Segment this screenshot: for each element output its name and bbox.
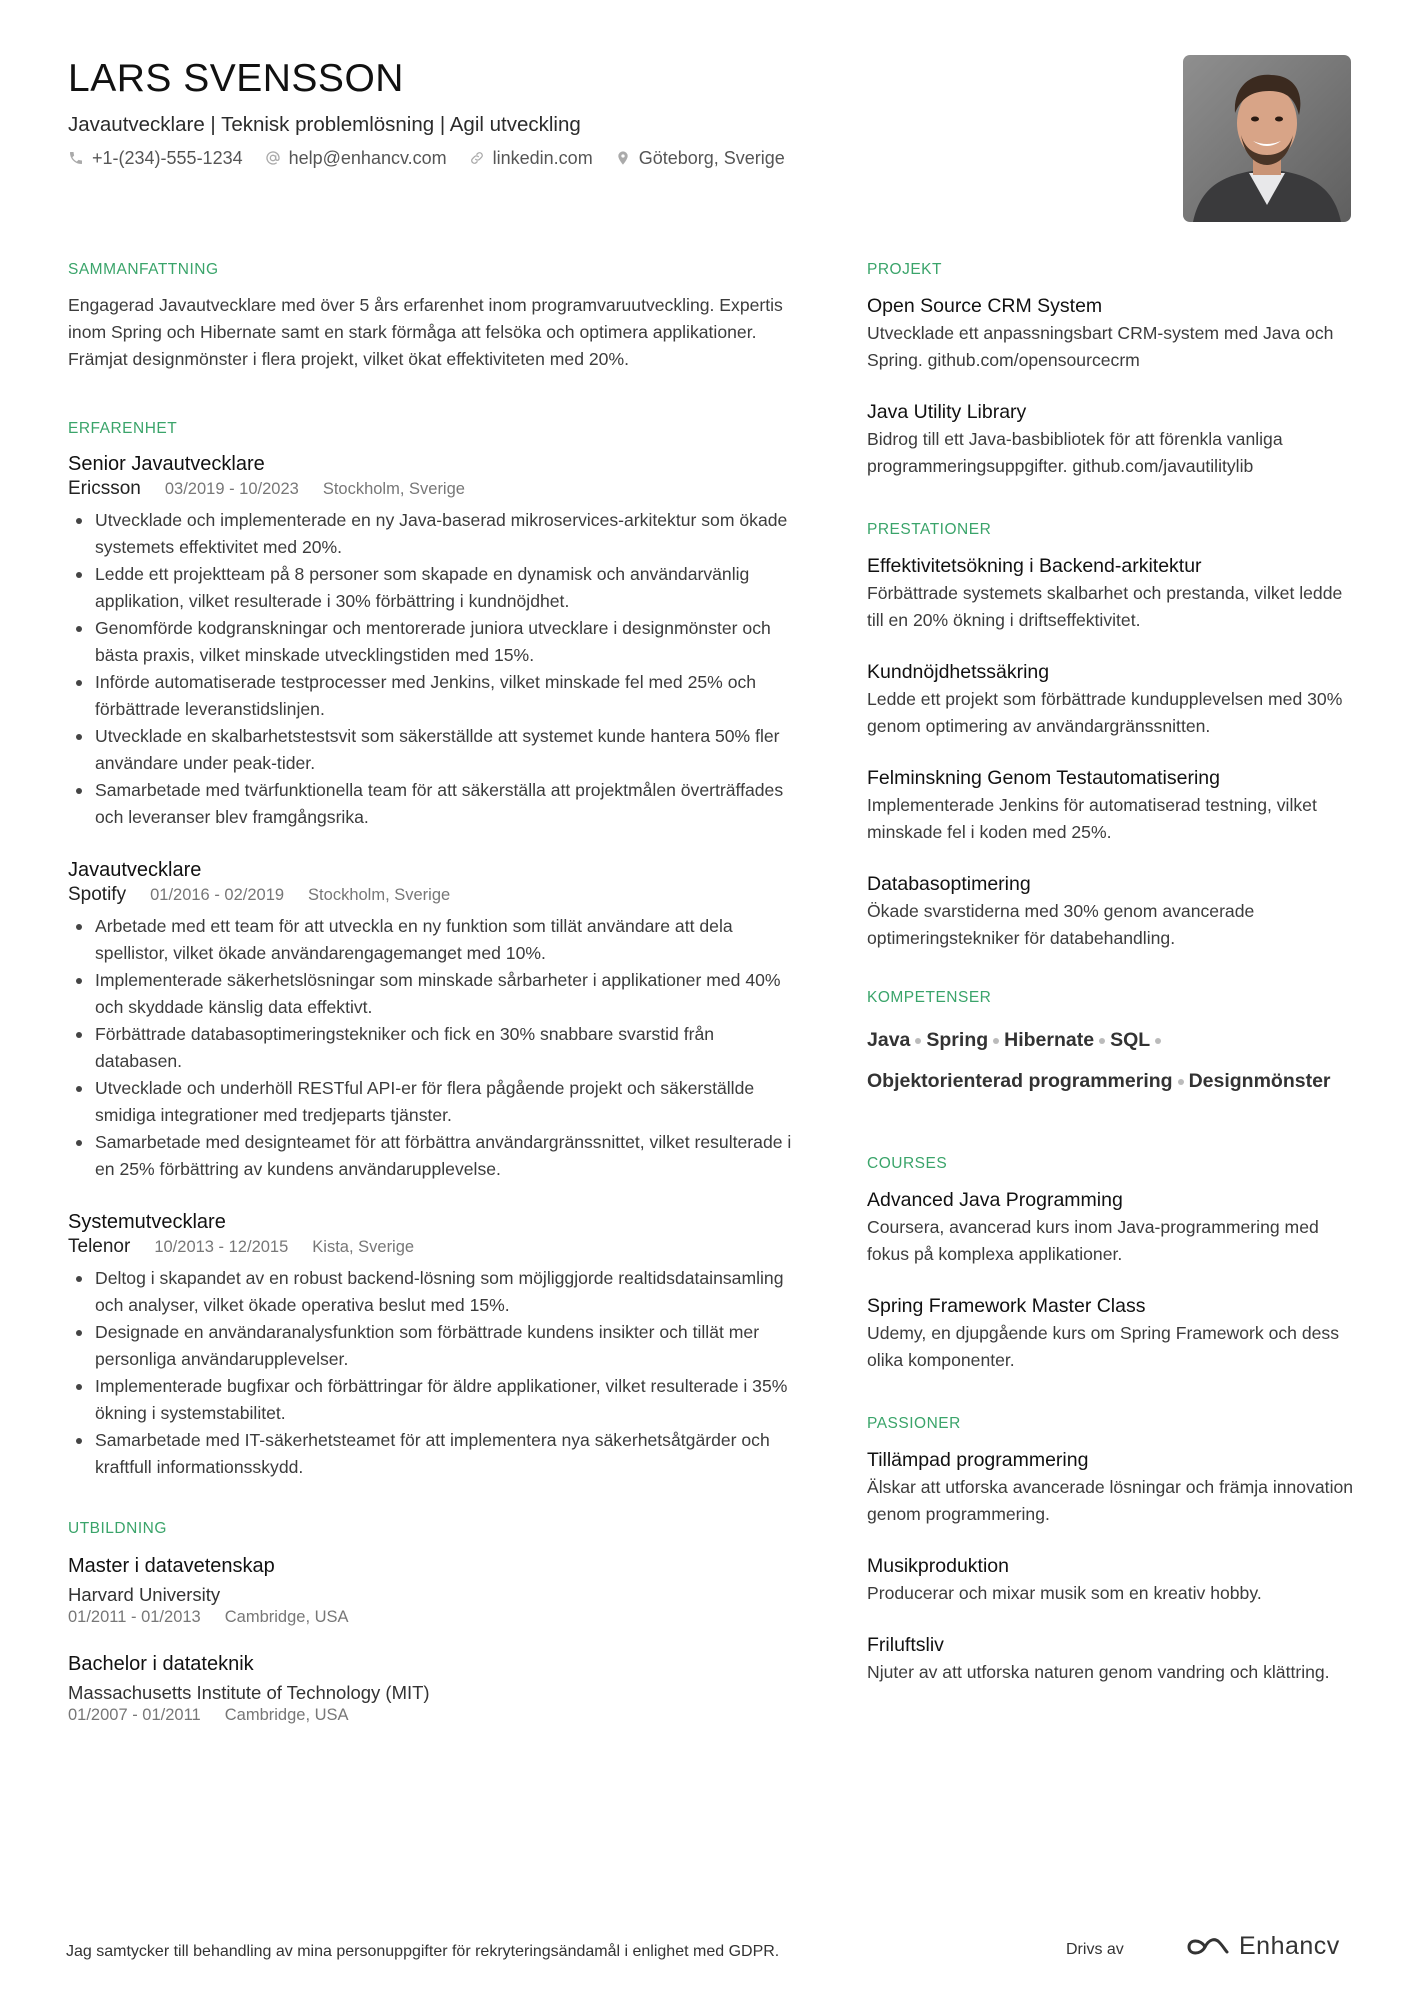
- skill-tag: Java: [867, 1029, 911, 1051]
- job-bullet: Förbättrade databasoptimeringstekniker och fick en 30% snabbare svarstid från databasen.: [68, 1021, 798, 1075]
- experience-section: [68, 419, 798, 1481]
- job-meta: [68, 1235, 798, 1259]
- edu-school: Massachusetts Institute of Technology (MIT): [68, 1682, 430, 1703]
- education-heading: UTBILDNING: [68, 1520, 167, 1537]
- job-entry: [68, 1209, 798, 1481]
- edu-degree: Master i datavetenskap: [68, 1555, 275, 1577]
- edu-degree: Bachelor i datateknik: [68, 1653, 254, 1675]
- job-bullet: Införde automatiserade testprocesser med Jenkins, vilket minskade fel med 25% och förbättrade leveranstidslinjen.: [68, 669, 798, 723]
- courses-heading: COURSES: [867, 1155, 948, 1172]
- job-bullet: Samarbetade med designteamet för att förbättra användargränssnittet, vilket resulterade i en 25% förbättring av kundens användarupplevelse.: [68, 1129, 798, 1183]
- linkedin-text[interactable]: linkedin.com: [492, 148, 593, 168]
- enhancv-logo[interactable]: [1185, 1932, 1340, 1961]
- job-location: Stockholm, Sverige: [308, 886, 451, 904]
- achievement-title: Databasoptimering: [867, 873, 1031, 895]
- summary-text: Engagerad Javautvecklare med över 5 års erfarenhet inom programvaruutveckling. Expertis inom Spring och Hibernate samt en stark förmåga att felsöka och optimera applikationer. Främjat designmönster i flera projekt, vilket ökat effektiviteten med 20%.: [68, 295, 783, 369]
- passions-section: [867, 1414, 1357, 1686]
- passion-item: [867, 1552, 1357, 1607]
- skills-heading: KOMPETENSER: [867, 989, 992, 1006]
- candidate-name: LARS SVENSSON: [68, 57, 404, 100]
- job-bullets: [68, 913, 798, 1183]
- passion-item: [867, 1631, 1357, 1686]
- at-icon: [265, 150, 281, 166]
- job-title: Senior Javautvecklare: [68, 453, 265, 475]
- left-column: [68, 260, 798, 1769]
- project-title: Open Source CRM System: [867, 295, 1103, 317]
- education-section: [68, 1519, 798, 1725]
- achievement-title: Effektivitetsökning i Backend-arkitektur: [867, 555, 1202, 577]
- passion-title: Friluftsliv: [867, 1634, 944, 1656]
- link-icon: [469, 150, 485, 166]
- job-bullet: Utvecklade och implementerade en ny Java-baserad mikroservices-arkitektur som ökade systemets effektivitet med 20%.: [68, 507, 798, 561]
- job-dates: 01/2016 - 02/2019: [150, 886, 285, 904]
- skills-list: [867, 1020, 1357, 1102]
- contact-phone: [68, 146, 243, 170]
- project-item: [867, 398, 1357, 480]
- passion-title: Tillämpad programmering: [867, 1449, 1089, 1471]
- edu-meta: [68, 1705, 798, 1725]
- job-company: Ericsson: [68, 478, 141, 499]
- contact-location: [615, 146, 785, 170]
- job-bullet: Samarbetade med tvärfunktionella team för att säkerställa att projektmålen överträffades och leveranser blev framgångsrika.: [68, 777, 798, 831]
- achievements-section: [867, 520, 1357, 952]
- skill-tag: Spring: [926, 1029, 989, 1051]
- experience-heading: ERFARENHET: [68, 420, 178, 437]
- course-item: [867, 1292, 1357, 1374]
- right-column: [867, 260, 1357, 1730]
- candidate-subtitle: Javautvecklare | Teknisk problemlösning | Agil utveckling: [68, 113, 581, 136]
- course-title: Spring Framework Master Class: [867, 1295, 1146, 1317]
- passion-desc: Producerar och mixar musik som en kreativ hobby.: [867, 1583, 1262, 1603]
- job-bullet: Designade en användaranalysfunktion som förbättrade kundens insikter och tillät mer personliga användarupplevelser.: [68, 1319, 798, 1373]
- job-company: Telenor: [68, 1236, 131, 1257]
- skills-section: [867, 988, 1357, 1102]
- project-item: [867, 292, 1357, 374]
- achievement-item: [867, 552, 1357, 634]
- course-desc: Udemy, en djupgående kurs om Spring Framework och dess olika komponenter.: [867, 1323, 1339, 1370]
- course-title: Advanced Java Programming: [867, 1189, 1123, 1211]
- job-entry: [68, 451, 798, 831]
- powered-by-label: Drivs av: [1066, 1941, 1124, 1958]
- achievement-title: Kundnöjdhetssäkring: [867, 661, 1050, 683]
- phone-icon: [68, 150, 84, 166]
- projects-heading: PROJEKT: [867, 261, 942, 278]
- enhancv-logo-text: Enhancv: [1239, 1932, 1340, 1960]
- project-desc: Bidrog till ett Java-basbibliotek för att förenkla vanliga programmeringsuppgifter. github.com/javautilitylib: [867, 429, 1283, 476]
- summary-heading: SAMMANFATTNING: [68, 261, 219, 278]
- job-bullet: Implementerade bugfixar och förbättringar för äldre applikationer, vilket resulterade i 35% ökning i systemstabilitet.: [68, 1373, 798, 1427]
- job-meta: [68, 477, 798, 501]
- edu-meta: [68, 1607, 798, 1627]
- achievement-desc: Förbättrade systemets skalbarhet och prestanda, vilket ledde till en 20% ökning i driftseffektivitet.: [867, 583, 1343, 630]
- job-bullets: [68, 507, 798, 831]
- email-text[interactable]: help@enhancv.com: [288, 148, 447, 168]
- achievement-desc: Ökade svarstiderna med 30% genom avancerade optimeringstekniker för databehandling.: [867, 901, 1255, 948]
- contact-email[interactable]: [265, 146, 447, 170]
- course-desc: Coursera, avancerad kurs inom Java-programmering med fokus på komplexa applikationer.: [867, 1217, 1319, 1264]
- achievement-title: Felminskning Genom Testautomatisering: [867, 767, 1220, 789]
- project-title: Java Utility Library: [867, 401, 1027, 423]
- contact-row: [68, 146, 1068, 170]
- achievement-desc: Implementerade Jenkins för automatiserad testning, vilket minskade fel i koden med 25%.: [867, 795, 1317, 842]
- job-company: Spotify: [68, 884, 127, 905]
- achievements-heading: PRESTATIONER: [867, 521, 992, 538]
- gdpr-consent: Jag samtycker till behandling av mina personuppgifter för rekryteringsändamål i enlighet med GDPR.: [66, 1943, 780, 1960]
- job-bullet: Utvecklade en skalbarhetstestsvit som säkerställde att systemet kunde hantera 50% fler användare under peak-tider.: [68, 723, 798, 777]
- edu-location: Cambridge, USA: [224, 1608, 349, 1626]
- phone-text: +1-(234)-555-1234: [92, 148, 243, 168]
- job-bullets: [68, 1265, 798, 1481]
- edu-dates: 01/2007 - 01/2011: [68, 1706, 201, 1724]
- passions-heading: PASSIONER: [867, 1415, 961, 1432]
- avatar: [1183, 55, 1351, 222]
- job-bullet: Genomförde kodgranskningar och mentorerade juniora utvecklare i designmönster och bästa praxis, vilket minskade utvecklingstiden med 15%.: [68, 615, 798, 669]
- job-bullet: Arbetade med ett team för att utveckla en ny funktion som tillät användare att dela spellistor, vilket ökade användarengagemanget med 10%.: [68, 913, 798, 967]
- job-entry: [68, 857, 798, 1183]
- skill-tag: Designmönster: [1188, 1070, 1331, 1092]
- job-dates: 10/2013 - 12/2015: [154, 1238, 289, 1256]
- enhancv-logo-icon: [1185, 1934, 1231, 1960]
- course-item: [867, 1186, 1357, 1268]
- passion-item: [867, 1446, 1357, 1528]
- courses-section: [867, 1154, 1357, 1374]
- edu-school: Harvard University: [68, 1584, 221, 1605]
- achievement-item: [867, 870, 1357, 952]
- achievement-item: [867, 658, 1357, 740]
- contact-linkedin[interactable]: [469, 146, 593, 170]
- achievement-desc: Ledde ett projekt som förbättrade kundupplevelsen med 30% genom optimering av användargränssnitten.: [867, 689, 1343, 736]
- job-bullet: Ledde ett projektteam på 8 personer som skapade en dynamisk och användarvänlig applikation, vilket resulterade i 30% förbättring i kundnöjdhet.: [68, 561, 798, 615]
- education-entry: [68, 1649, 798, 1725]
- passion-desc: Älskar att utforska avancerade lösningar och främja innovation genom programmering.: [867, 1477, 1354, 1524]
- profile-photo: [1183, 55, 1351, 222]
- project-desc: Utvecklade ett anpassningsbart CRM-system med Java och Spring. github.com/opensourcecrm: [867, 323, 1334, 370]
- projects-section: [867, 260, 1357, 480]
- location-text: Göteborg, Sverige: [638, 148, 785, 168]
- edu-dates: 01/2011 - 01/2013: [68, 1608, 201, 1626]
- job-bullet: Utvecklade och underhöll RESTful API-er för flera pågående projekt och säkerställde smidiga integrationer med tredjeparts tjänster.: [68, 1075, 798, 1129]
- skill-tag: Objektorienterad programmering: [867, 1070, 1173, 1092]
- summary-section: [68, 260, 798, 373]
- job-meta: [68, 883, 798, 907]
- job-title: Javautvecklare: [68, 859, 202, 881]
- skill-tag: SQL: [1110, 1029, 1151, 1051]
- skill-tag: Hibernate: [1004, 1029, 1095, 1051]
- job-bullet: Implementerade säkerhetslösningar som minskade sårbarheter i applikationer med 40% och skyddade känslig data effektivt.: [68, 967, 798, 1021]
- passion-desc: Njuter av att utforska naturen genom vandring och klättring.: [867, 1662, 1330, 1682]
- resume-header: [68, 54, 1068, 170]
- job-dates: 03/2019 - 10/2023: [164, 480, 299, 498]
- job-bullet: Samarbetade med IT-säkerhetsteamet för att implementera nya säkerhetsåtgärder och kraftfull informationsskydd.: [68, 1427, 798, 1481]
- education-entry: [68, 1551, 798, 1627]
- job-bullet: Deltog i skapandet av en robust backend-lösning som möjliggjorde realtidsdatainsamling och analyser, vilket ökade operativa beslut med 15%.: [68, 1265, 798, 1319]
- edu-location: Cambridge, USA: [224, 1706, 349, 1724]
- job-location: Stockholm, Sverige: [322, 480, 465, 498]
- job-location: Kista, Sverige: [312, 1238, 415, 1256]
- passion-title: Musikproduktion: [867, 1555, 1009, 1577]
- job-title: Systemutvecklare: [68, 1211, 226, 1233]
- achievement-item: [867, 764, 1357, 846]
- location-icon: [615, 150, 631, 166]
